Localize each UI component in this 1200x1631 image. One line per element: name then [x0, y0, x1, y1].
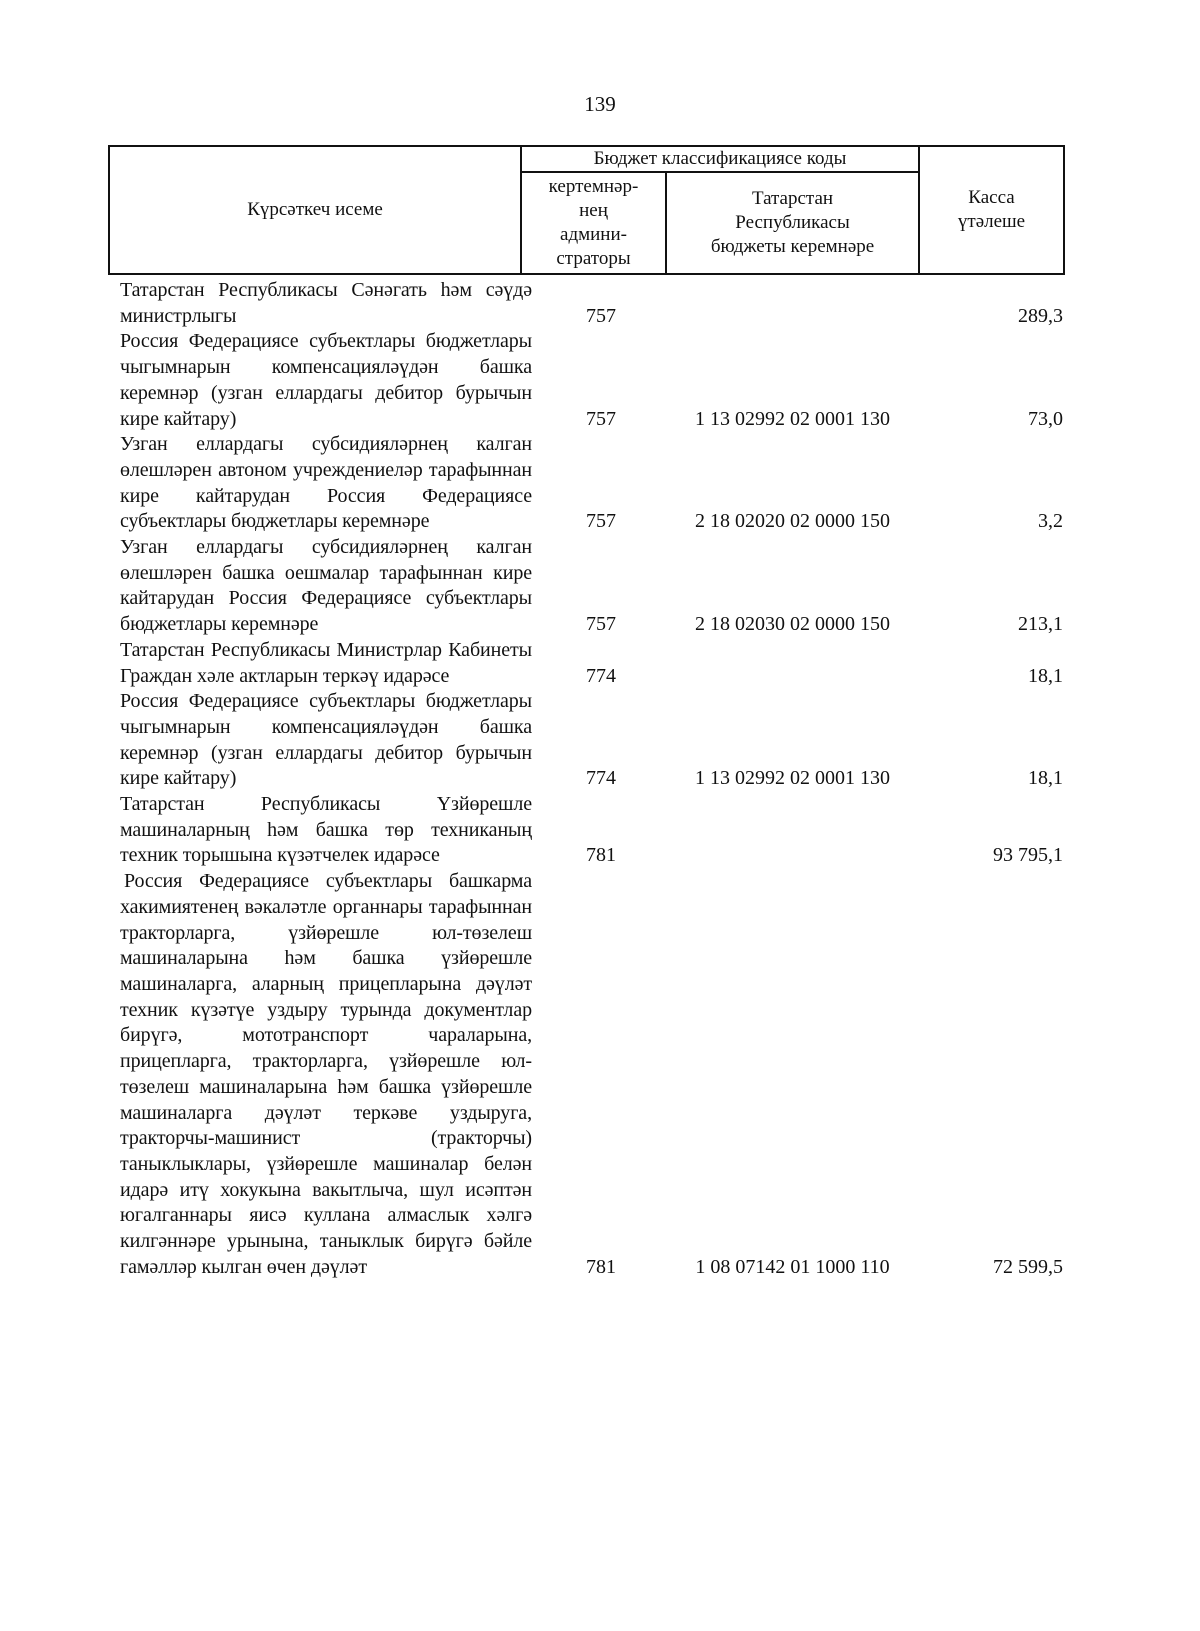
page-number: 139 [584, 92, 616, 116]
row-admin-code: 774 [586, 767, 616, 790]
row-indicator-name: Россия Федерациясе субъектлары башкарма хакимиятенең вәкаләтле органнары тарафыннан тракторларга, үзйөрешле юл-төзелеш машиналарына һәм башка үзйөрешле машиналарга, аларның прицепларына дәүләт техник күзәтүе уздыру турында документлар бирүгә, мототранспорт чараларына, прицепларга, тракторларга, үзйөрешле юл-төзелеш машиналарына һәм башка үзйөрешле машиналарга дәүләт теркәве уздыруга, тракторчы-машинист (тракторчы) таныклыклары, үзйөрешле машиналар белән идарә итү хокукына вакытлыча, шул исәптән югалганнары яисә куллана алмаслык хәлгә килгәннәре урынына, таныклык бирүгә бәйле гамәлләр кылган өчен дәүләт [120, 870, 532, 1278]
table-row [120, 638, 1110, 689]
table-row [120, 432, 1110, 535]
row-amount: 3,2 [1038, 510, 1063, 533]
budget-table-body [120, 278, 1110, 1280]
row-admin-code: 757 [586, 510, 616, 533]
header-republic-budget-revenues: Татарстан Республикасы бюджеты керемнәре [666, 172, 919, 274]
row-amount: 72 599,5 [993, 1255, 1063, 1278]
row-indicator-name: Россия Федерациясе субъектлары бюджетлары чыгымнарын компенсацияләүдән башка керемнәр (узган еллардагы дебитор бурычын кире кайтару) [120, 690, 532, 790]
row-indicator-name: Татарстан Республикасы Министрлар Кабинеты Граждан хәле актларын теркәү идарәсе [120, 638, 532, 687]
row-admin-code: 781 [586, 1255, 616, 1278]
table-row [120, 792, 1110, 869]
row-indicator-name: Татарстан Республикасы Сәнәгать һәм сәүдә министрлыгы [120, 279, 532, 327]
row-amount: 93 795,1 [993, 844, 1063, 867]
table-row [120, 869, 1110, 1280]
header-revenue-administrator: кертемнәр- нең админи- страторы [521, 172, 666, 274]
table-row [120, 329, 1110, 432]
row-admin-code: 774 [586, 664, 616, 687]
row-indicator-name: Узган еллардагы субсидияләрнең калган өлешләрен автоном учреждениеләр тарафыннан кире кайтарудан Россия Федерациясе субъектлары бюджетлары керемнәре [120, 433, 532, 533]
row-indicator-name: Россия Федерациясе субъектлары бюджетлары чыгымнарын компенсацияләүдән башка керемнәр (узган еллардагы дебитор бурычын кире кайтару) [120, 330, 532, 430]
row-admin-code: 757 [586, 613, 616, 636]
row-budget-code: 1 08 07142 01 1000 110 [695, 1255, 890, 1278]
row-indicator-name: Узган еллардагы субсидияләрнең калган өлешләрен башка оешмалар тарафыннан кире кайтарудан Россия Федерациясе субъектлары бюджетлары керемнәре [120, 536, 532, 636]
header-indicator-name: Күрсәткеч исеме [109, 146, 521, 274]
row-budget-code: 2 18 02030 02 0000 150 [695, 613, 890, 636]
row-budget-code: 2 18 02020 02 0000 150 [695, 510, 890, 533]
row-amount: 18,1 [1028, 767, 1063, 790]
row-indicator-name: Татарстан Республикасы Үзйөрешле машиналарның һәм башка төр техниканың техник торышына күзәтчелек идарәсе [120, 793, 532, 867]
table-header [108, 145, 1065, 275]
row-amount: 73,0 [1028, 407, 1063, 430]
row-amount: 213,1 [1018, 613, 1063, 636]
header-classification-code: Бюджет классификациясе коды [521, 146, 919, 172]
table-row [120, 689, 1110, 792]
row-admin-code: 757 [586, 407, 616, 430]
table-row [120, 535, 1110, 638]
row-amount: 18,1 [1028, 664, 1063, 687]
row-amount: 289,3 [1018, 304, 1063, 327]
row-admin-code: 757 [586, 304, 616, 327]
table-row [120, 278, 1110, 329]
row-budget-code: 1 13 02992 02 0001 130 [695, 407, 890, 430]
header-cash-execution: Касса үтәлеше [919, 146, 1064, 274]
row-budget-code: 1 13 02992 02 0001 130 [695, 767, 890, 790]
row-admin-code: 781 [586, 844, 616, 867]
